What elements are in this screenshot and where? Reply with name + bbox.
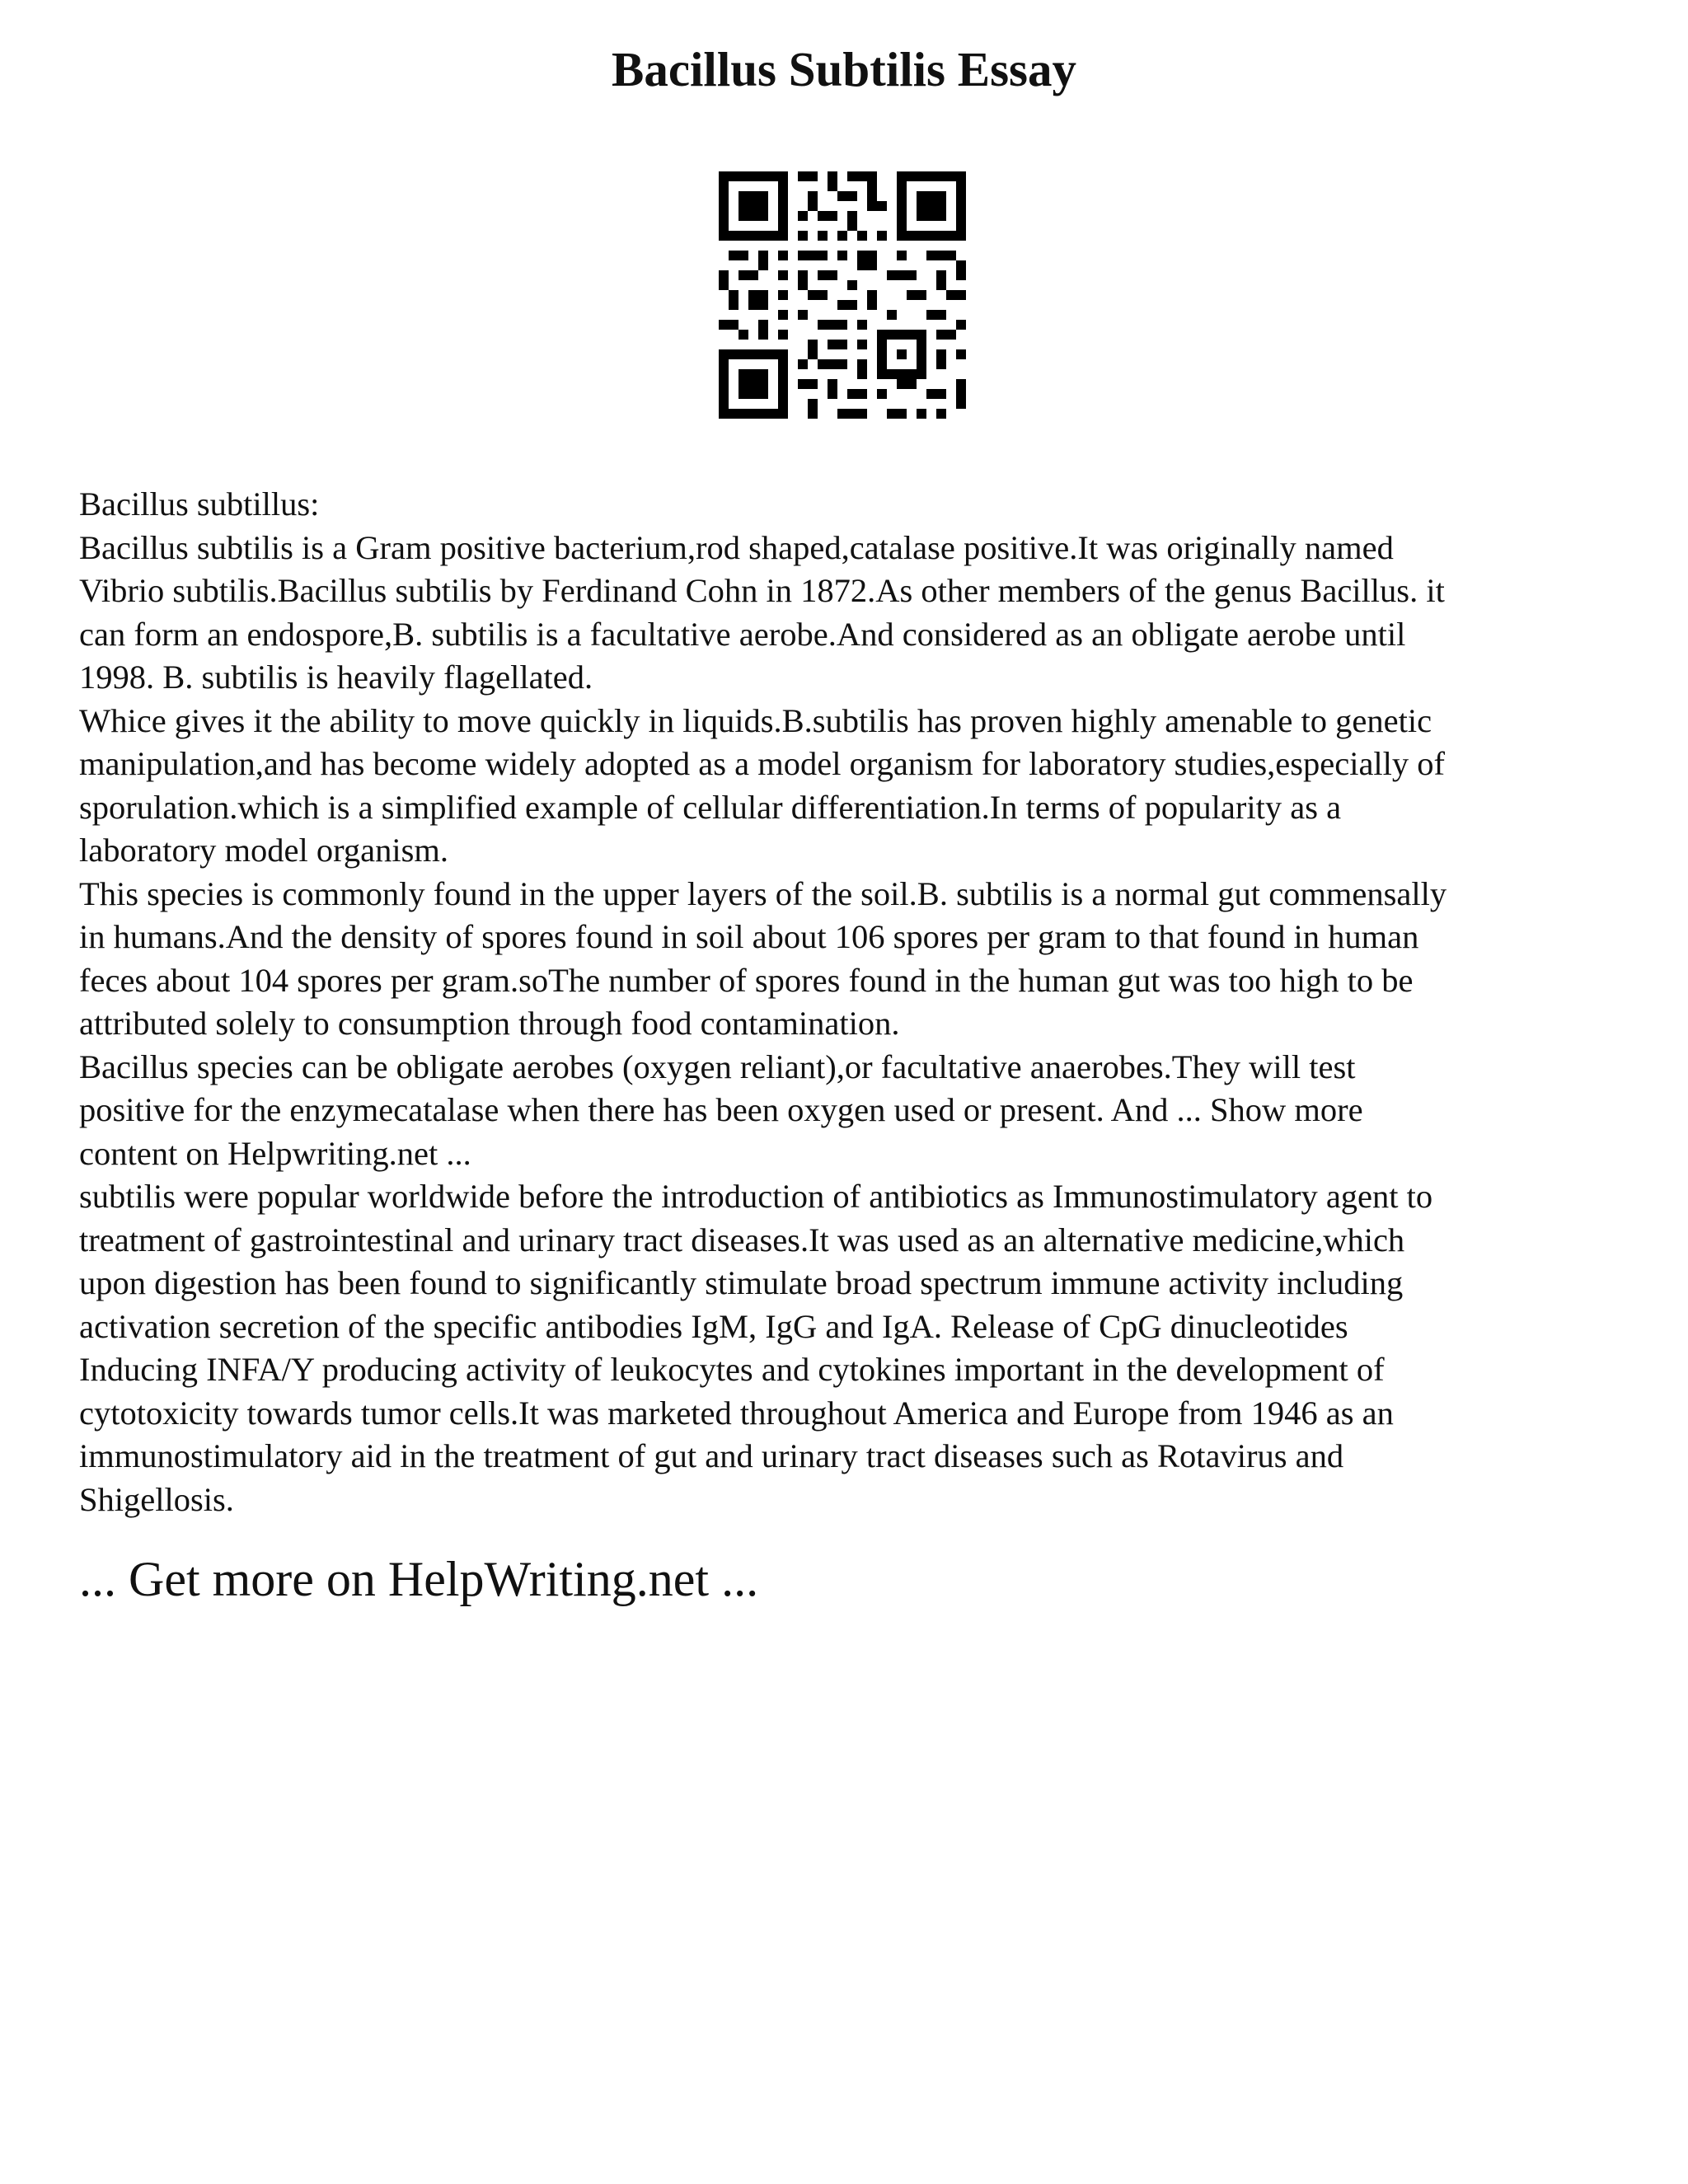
essay-line: upon digestion has been found to significantly stimulate broad spectrum immune activity including bbox=[79, 1264, 1404, 1301]
essay-line: Bacillus subtillus: bbox=[79, 485, 320, 523]
essay-line: Bacillus species can be obligate aerobes (oxygen reliant),or facultative anaerobes.They will test bbox=[79, 1047, 1356, 1085]
essay-line: manipulation,and has become widely adopted as a model organism for laboratory studies,especially of bbox=[79, 745, 1446, 782]
essay-line: Whice gives it the ability to move quickly in liquids.B.subtilis has proven highly amenable to genetic bbox=[79, 701, 1432, 739]
get-more-link[interactable]: ... Get more on HelpWriting.net ... bbox=[79, 1552, 759, 1606]
essay-line: Inducing INFA/Y producing activity of leukocytes and cytokines important in the development of bbox=[79, 1351, 1385, 1388]
essay-line: can form an endospore,B. subtilis is a facultative aerobe.And considered as an obligate aerobe until bbox=[79, 615, 1406, 653]
essay-line: positive for the enzymecatalase when there has been oxygen used or present. And ... Show more bbox=[79, 1091, 1363, 1128]
essay-line: activation secretion of the specific antibodies IgM, IgG and IgA. Release of CpG dinucleotides bbox=[79, 1307, 1348, 1345]
essay-line: laboratory model organism. bbox=[79, 832, 449, 869]
page-title: Bacillus Subtilis Essay bbox=[612, 42, 1076, 96]
essay-line: Shigellosis. bbox=[79, 1480, 234, 1518]
essay-line: 1998. B. subtilis is heavily flagellated. bbox=[79, 658, 593, 696]
essay-line: feces about 104 spores per gram.soThe number of spores found in the human gut was too high to be bbox=[79, 961, 1414, 999]
essay-line: Vibrio subtilis.Bacillus subtilis by Ferdinand Cohn in 1872.As other members of the genus Bacillus. it bbox=[79, 572, 1445, 609]
essay-line: immunostimulatory aid in the treatment of gut and urinary tract diseases such as Rotavirus and bbox=[79, 1437, 1344, 1474]
essay-line: in humans.And the density of spores found in soil about 106 spores per gram to that found in human bbox=[79, 918, 1419, 955]
essay-line: cytotoxicity towards tumor cells.It was marketed throughout America and Europe from 1946 as an bbox=[79, 1394, 1394, 1432]
essay-body bbox=[79, 483, 1629, 1521]
essay-line: subtilis were popular worldwide before the introduction of antibiotics as Immunostimulatory agent to bbox=[79, 1178, 1433, 1215]
essay-line: This species is commonly found in the upper layers of the soil.B. subtilis is a normal gut commensally bbox=[79, 874, 1447, 912]
essay-line: content on Helpwriting.net ... bbox=[79, 1134, 471, 1172]
essay-line: Bacillus subtilis is a Gram positive bacterium,rod shaped,catalase positive.It was originally named bbox=[79, 528, 1394, 566]
qr-code-icon bbox=[719, 171, 966, 419]
essay-line: sporulation.which is a simplified example of cellular differentiation.In terms of popularity as a bbox=[79, 788, 1342, 826]
essay-line: attributed solely to consumption through food contamination. bbox=[79, 1005, 900, 1042]
essay-line: treatment of gastrointestinal and urinary tract diseases.It was used as an alternative medicine,which bbox=[79, 1221, 1405, 1258]
